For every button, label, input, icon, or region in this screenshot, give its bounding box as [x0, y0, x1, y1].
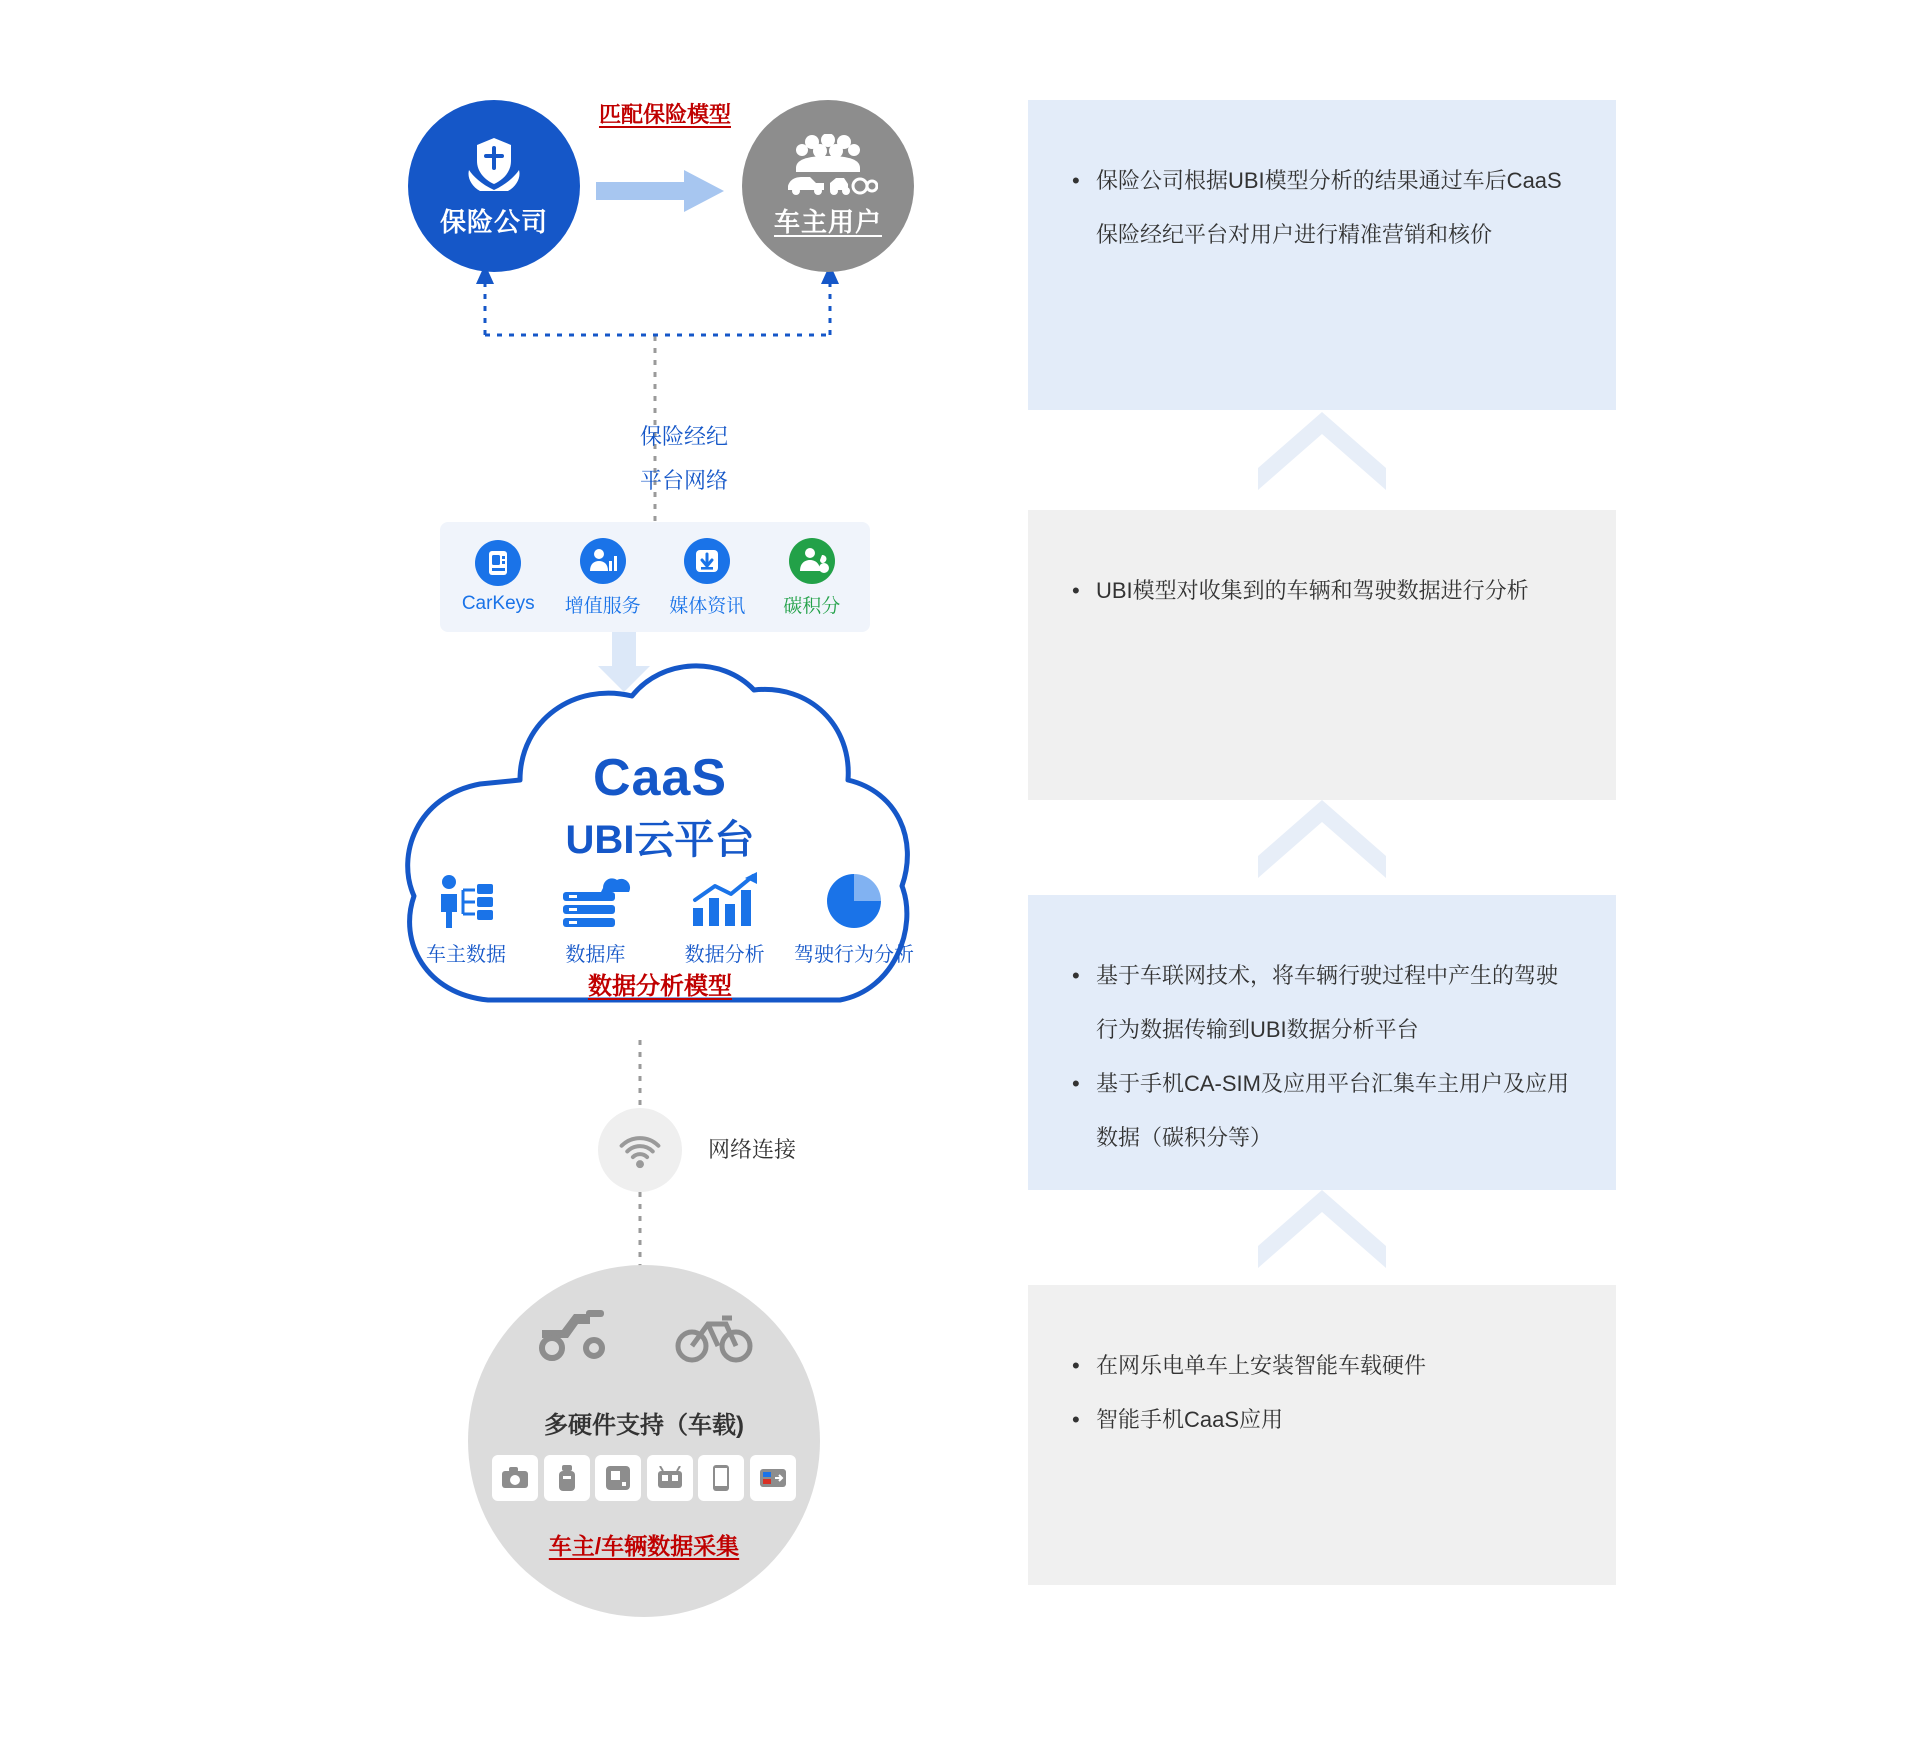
cloud-title: CaaS	[592, 749, 728, 807]
cloud-item-data-analysis-label: 数据分析	[684, 944, 765, 966]
smartphone-icon	[712, 1464, 730, 1492]
car-key-phone-icon	[474, 539, 522, 587]
broker-network-label	[640, 415, 860, 503]
cloud-item-owner-data[interactable]	[404, 872, 528, 967]
node-network-connection[interactable]	[598, 1108, 682, 1192]
broker-line-2: 平台网络	[640, 468, 729, 493]
cloud-item-driving-behavior-label: 驾驶行为分析	[793, 944, 914, 966]
broker-line-1: 保险经纪	[640, 424, 729, 449]
camera-icon	[501, 1466, 529, 1490]
shield-hands-icon	[459, 134, 529, 196]
panel-4-bullet-2: • 智能手机CaaS应用	[1072, 1393, 1576, 1447]
service-carkeys[interactable]	[448, 539, 548, 615]
service-media[interactable]	[657, 537, 757, 618]
people-vehicles-icon	[778, 134, 878, 196]
bicycle-icon	[674, 1300, 754, 1366]
service-carbon-credit-label: 碳积分	[783, 595, 841, 617]
panel-3-bullet-2: • 基于手机CA-SIM及应用平台汇集车主用户及应用数据（碳积分等）	[1072, 1057, 1576, 1165]
cloud-item-driving-behavior[interactable]	[792, 872, 916, 967]
service-carbon-credit[interactable]	[762, 537, 862, 618]
chevron-up-icon	[1258, 412, 1386, 490]
panel-3-bullet-1: • 基于车联网技术，将车辆行驶过程中产生的驾驶行为数据传输到UBI数据分析平台	[1072, 949, 1576, 1057]
device-usb-dongle[interactable]	[544, 1455, 590, 1501]
database-cloud-icon	[557, 872, 633, 930]
right-arrow-icon	[596, 168, 726, 214]
panel-ubi-model-analysis	[1028, 510, 1616, 800]
device-gps-tracker[interactable]	[647, 1455, 693, 1501]
device-smartphone[interactable]	[698, 1455, 744, 1501]
cloud-subtitle: UBI云平台	[565, 818, 755, 862]
chart-trend-icon	[687, 872, 763, 930]
hardware-vehicle-icons	[534, 1300, 754, 1366]
service-carkeys-label: CarKeys	[461, 593, 535, 614]
wifi-signal-icon	[616, 1126, 664, 1174]
value-added-service-icon	[579, 537, 627, 585]
node-caas-cloud[interactable]	[370, 660, 950, 1080]
media-download-icon	[683, 537, 731, 585]
carbon-credit-icon	[788, 537, 836, 585]
panel-1-bullet-1: • 保险公司根据UBI模型分析的结果通过车后CaaS保险经纪平台对用户进行精准营销和核价	[1072, 154, 1576, 262]
cloud-item-database-label: 数据库	[565, 944, 626, 966]
panel-2-bullet-1: • UBI模型对收集到的车辆和驾驶数据进行分析	[1072, 564, 1576, 618]
service-value-added-label: 增值服务	[564, 595, 641, 617]
hardware-devices-row	[492, 1455, 796, 1501]
network-connection-label: 网络连接	[708, 1137, 797, 1162]
car-owner-label: 车主用户	[773, 206, 882, 237]
sim-card-icon	[759, 1467, 787, 1489]
cloud-items	[404, 872, 916, 967]
chevron-up-icon	[1258, 800, 1386, 878]
device-sim-card[interactable]	[750, 1455, 796, 1501]
cloud-item-database[interactable]	[533, 872, 657, 967]
match-insurance-model-label: 匹配保险模型	[598, 102, 731, 127]
cloud-item-data-analysis[interactable]	[663, 872, 787, 967]
data-analysis-model-label: 数据分析模型	[588, 973, 732, 1000]
usb-dongle-icon	[557, 1464, 577, 1492]
user-data-icon	[433, 872, 499, 930]
panel-insurance-marketing	[1028, 100, 1616, 410]
device-obd-module[interactable]	[595, 1455, 641, 1501]
scooter-icon	[534, 1300, 614, 1366]
service-media-label: 媒体资讯	[669, 595, 746, 617]
chevron-up-icon	[1258, 1190, 1386, 1268]
panel-hardware-install	[1028, 1285, 1616, 1585]
gps-tracker-icon	[657, 1466, 683, 1490]
broker-connector-lines	[370, 260, 950, 550]
service-value-added[interactable]	[553, 537, 653, 618]
services-bar	[440, 522, 870, 632]
panel-4-bullet-1: • 在网乐电单车上安装智能车载硬件	[1072, 1339, 1576, 1393]
panel-telematics-data	[1028, 895, 1616, 1190]
hardware-data-collection-label: 车主/车辆数据采集	[548, 1533, 740, 1559]
node-insurance-company[interactable]	[408, 100, 580, 272]
hardware-support-title: 多硬件支持（车载)	[544, 1412, 744, 1439]
insurance-company-label: 保险公司	[439, 206, 548, 237]
device-camera[interactable]	[492, 1455, 538, 1501]
pie-chart-icon	[823, 872, 885, 930]
cloud-shape	[370, 660, 950, 1080]
obd-module-icon	[605, 1465, 631, 1491]
cloud-item-owner-data-label: 车主数据	[426, 944, 506, 966]
